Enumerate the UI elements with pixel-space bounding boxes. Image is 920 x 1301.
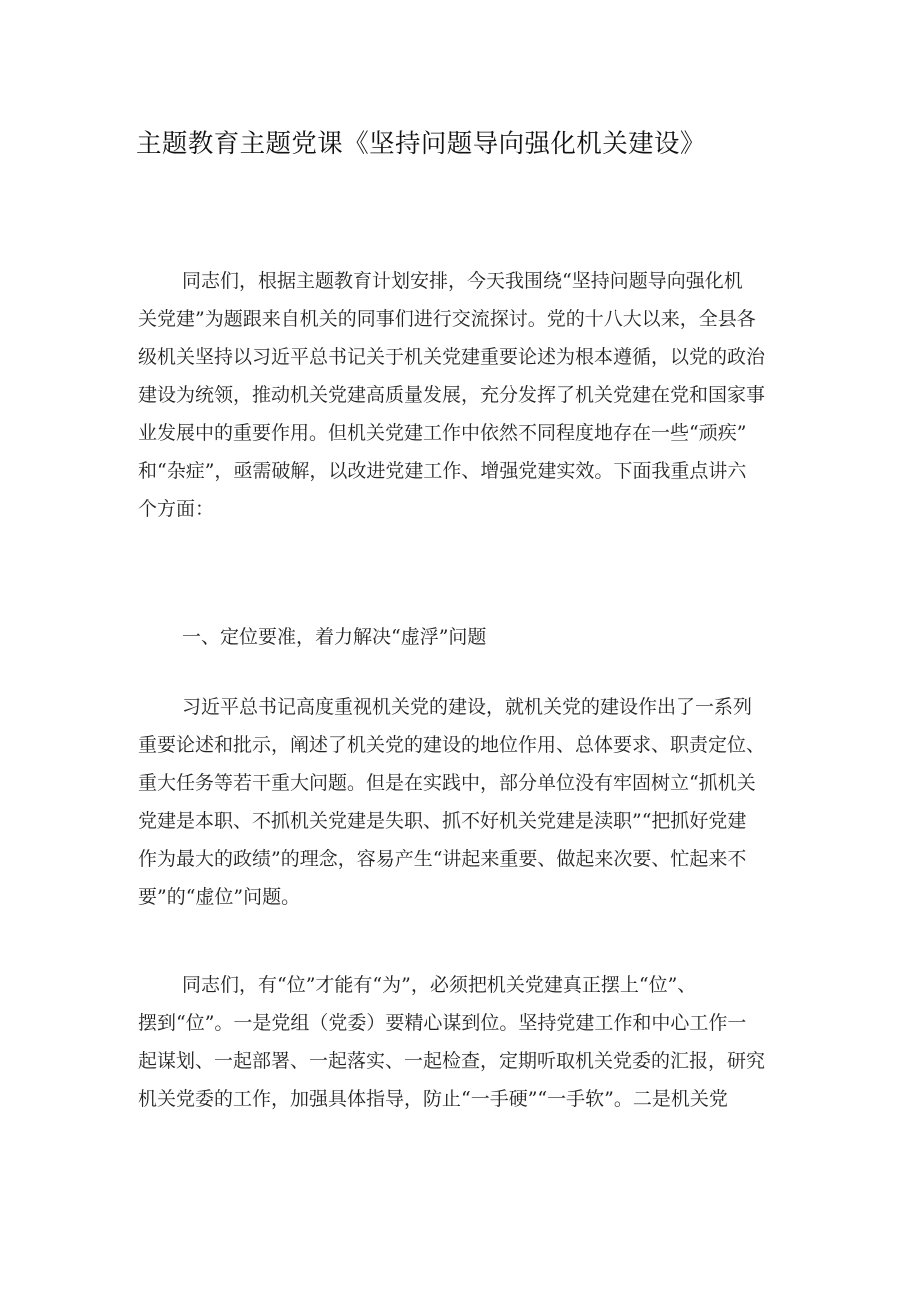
section-heading-line: 一、定位要准，着力解决“虚浮”问题 [182, 626, 487, 648]
paragraph-line: 和“杂症”，亟需破解，以改进党建工作、增强党建实效。下面我重点讲六 [138, 460, 747, 482]
paragraph-line: 要”的“虚位”问题。 [138, 886, 301, 908]
document-title: 主题教育主题党课《坚持问题导向强化机关建设》 [136, 129, 706, 159]
paragraph-section-1 [138, 688, 798, 916]
paragraph-line: 习近平总书记高度重视机关党的建设，就机关党的建设作出了一系列 [182, 696, 753, 718]
paragraph-section-1-measures [138, 966, 798, 1118]
paragraph-intro [138, 262, 798, 528]
paragraph-line: 党建是本职、不抓机关党建是失职、抓不好机关党建是渎职”“把抓好党建 [138, 810, 747, 832]
paragraph-line: 摆到“位”。一是党组（党委）要精心谋到位。坚持党建工作和中心工作一 [138, 1012, 747, 1034]
paragraph-line: 业发展中的重要作用。但机关党建工作中依然不同程度地存在一些“顽疾” [138, 422, 747, 444]
paragraph-line: 关党建”为题跟来自机关的同事们进行交流探讨。党的十八大以来，全县各 [138, 308, 756, 330]
paragraph-line: 同志们，根据主题教育计划安排，今天我围绕“坚持问题导向强化机 [182, 270, 743, 292]
paragraph-line: 个方面： [138, 498, 215, 520]
paragraph-line: 作为最大的政绩”的理念，容易产生“讲起来重要、做起来次要、忙起来不 [138, 848, 747, 870]
paragraph-line: 级机关坚持以习近平总书记关于机关党建重要论述为根本遵循，以党的政治 [138, 346, 766, 368]
paragraph-line: 起谋划、一起部署、一起落实、一起检查，定期听取机关党委的汇报，研究 [138, 1050, 766, 1072]
paragraph-line: 机关党委的工作，加强具体指导，防止“一手硬”“一手软”。二是机关党 [138, 1088, 728, 1110]
paragraph-line: 同志们，有“位”才能有“为”，必须把机关党建真正摆上“位”、 [182, 974, 697, 996]
paragraph-line: 重大任务等若干重大问题。但是在实践中，部分单位没有牢固树立“抓机关 [138, 772, 756, 794]
paragraph-line: 建设为统领，推动机关党建高质量发展，充分发挥了机关党建在党和国家事 [138, 384, 766, 406]
section-heading-1 [138, 618, 798, 656]
paragraph-line: 重要论述和批示，阐述了机关党的建设的地位作用、总体要求、职责定位、 [138, 734, 766, 756]
